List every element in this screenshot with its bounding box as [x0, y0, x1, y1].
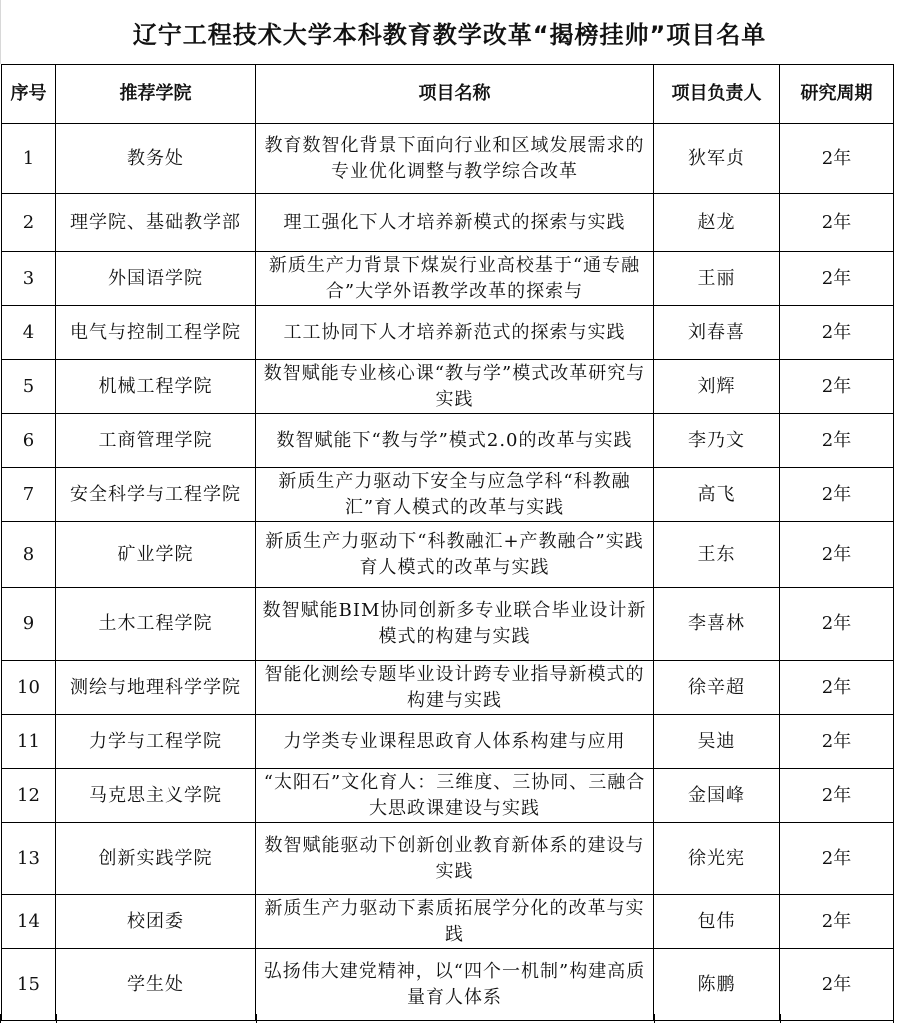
table-row	[2, 823, 894, 895]
row-college: 学生处	[56, 949, 256, 1021]
row-period: 2年	[780, 949, 894, 1021]
table-row	[2, 194, 894, 252]
page-title: 辽宁工程技术大学本科教育教学改革“揭榜挂帅”项目名单	[0, 0, 898, 64]
row-college: 机械工程学院	[56, 360, 256, 414]
row-college: 理学院、基础教学部	[56, 194, 256, 252]
table-row	[2, 522, 894, 588]
table-row	[2, 306, 894, 360]
table-row	[2, 468, 894, 522]
row-number: 9	[2, 588, 56, 661]
row-project	[256, 124, 654, 194]
project-name-text: 理工强化下人才培养新模式的探索与实践	[283, 211, 626, 233]
row-number: 14	[2, 895, 56, 949]
row-college: 电气与控制工程学院	[56, 306, 256, 360]
row-leader: 李乃文	[654, 414, 780, 468]
row-number: 5	[2, 360, 56, 414]
project-name-text: 工工协同下人才培养新范式的探索与实践	[283, 321, 626, 343]
row-project	[256, 895, 654, 949]
row-project	[256, 715, 654, 769]
table-row	[2, 252, 894, 306]
row-project	[256, 769, 654, 823]
row-project	[256, 252, 654, 306]
row-leader: 刘辉	[654, 360, 780, 414]
row-project	[256, 949, 654, 1021]
row-period: 2年	[780, 306, 894, 360]
table-body	[2, 124, 894, 1021]
project-name-text: 数智赋能BIM协同创新多专业联合毕业设计新模式的构建与实践	[262, 600, 647, 647]
row-period: 2年	[780, 194, 894, 252]
row-college: 测绘与地理科学学院	[56, 661, 256, 715]
row-college: 安全科学与工程学院	[56, 468, 256, 522]
row-college: 校团委	[56, 895, 256, 949]
row-period: 2年	[780, 895, 894, 949]
row-leader: 王东	[654, 522, 780, 588]
row-leader: 高飞	[654, 468, 780, 522]
row-project	[256, 194, 654, 252]
row-number: 3	[2, 252, 56, 306]
row-leader: 徐光宪	[654, 823, 780, 895]
table-row	[2, 588, 894, 661]
project-name-text: 力学类专业课程思政育人体系构建与应用	[283, 730, 626, 752]
row-number: 10	[2, 661, 56, 715]
row-leader: 吴迪	[654, 715, 780, 769]
project-name-text: 新质生产力驱动下素质拓展学分化的改革与实践	[264, 897, 645, 945]
row-leader: 金国峰	[654, 769, 780, 823]
table-row	[2, 124, 894, 194]
row-number: 2	[2, 194, 56, 252]
table-row	[2, 949, 894, 1021]
row-college: 土木工程学院	[56, 588, 256, 661]
header-no: 序号	[2, 65, 56, 124]
row-college: 力学与工程学院	[56, 715, 256, 769]
row-period: 2年	[780, 661, 894, 715]
row-period: 2年	[780, 360, 894, 414]
row-project	[256, 661, 654, 715]
header-college: 推荐学院	[56, 65, 256, 124]
row-period: 2年	[780, 588, 894, 661]
table-row	[2, 769, 894, 823]
project-name-text: 新质生产力驱动下安全与应急学科“科教融汇”育人模式的改革与实践	[278, 470, 631, 518]
row-number: 4	[2, 306, 56, 360]
row-college: 矿业学院	[56, 522, 256, 588]
project-name-text: “太阳石”文化育人：三维度、三协同、三融合大思政课建设与实践	[263, 771, 646, 819]
project-name-text: 弘扬伟大建党精神，以“四个一机制”构建高质量育人体系	[263, 960, 646, 1008]
row-period: 2年	[780, 522, 894, 588]
row-leader: 李喜林	[654, 588, 780, 661]
row-project	[256, 823, 654, 895]
row-project	[256, 360, 654, 414]
row-number: 12	[2, 769, 56, 823]
row-period: 2年	[780, 823, 894, 895]
project-name-text: 新质生产力驱动下“科教融汇+产教融合”实践育人模式的改革与实践	[265, 530, 644, 578]
row-college: 马克思主义学院	[56, 769, 256, 823]
header-period: 研究周期	[780, 65, 894, 124]
row-project	[256, 306, 654, 360]
table-row	[2, 360, 894, 414]
table-row	[2, 661, 894, 715]
row-project	[256, 414, 654, 468]
row-project	[256, 468, 654, 522]
project-table	[1, 64, 894, 1021]
row-number: 11	[2, 715, 56, 769]
project-name-text: 数智赋能下“教与学”模式2.0的改革与实践	[276, 429, 633, 451]
row-leader: 王丽	[654, 252, 780, 306]
row-period: 2年	[780, 715, 894, 769]
row-college: 工商管理学院	[56, 414, 256, 468]
row-number: 1	[2, 124, 56, 194]
row-college: 创新实践学院	[56, 823, 256, 895]
row-leader: 赵龙	[654, 194, 780, 252]
header-leader: 项目负责人	[654, 65, 780, 124]
row-leader: 陈鹏	[654, 949, 780, 1021]
row-period: 2年	[780, 124, 894, 194]
table-row	[2, 414, 894, 468]
row-leader: 狄军贞	[654, 124, 780, 194]
table-row	[2, 715, 894, 769]
row-project	[256, 588, 654, 661]
row-college: 外国语学院	[56, 252, 256, 306]
project-name-text: 智能化测绘专题毕业设计跨专业指导新模式的构建与实践	[264, 663, 645, 711]
row-period: 2年	[780, 468, 894, 522]
row-number: 6	[2, 414, 56, 468]
row-number: 8	[2, 522, 56, 588]
row-project	[256, 522, 654, 588]
header-project: 项目名称	[256, 65, 654, 124]
project-name-text: 数智赋能驱动下创新创业教育新体系的建设与实践	[264, 834, 645, 882]
row-number: 13	[2, 823, 56, 895]
row-leader: 包伟	[654, 895, 780, 949]
project-name-text: 教育数智化背景下面向行业和区域发展需求的专业优化调整与教学综合改革	[264, 134, 645, 182]
row-number: 7	[2, 468, 56, 522]
row-period: 2年	[780, 252, 894, 306]
row-leader: 徐辛超	[654, 661, 780, 715]
table-header-row	[2, 65, 894, 124]
table-row	[2, 895, 894, 949]
project-name-text: 新质生产力背景下煤炭行业高校基于“通专融合”大学外语教学改革的探索与	[268, 254, 641, 302]
row-college: 教务处	[56, 124, 256, 194]
row-number: 15	[2, 949, 56, 1021]
next-row-edge	[0, 1014, 898, 1023]
project-name-text: 数智赋能专业核心课“教与学”模式改革研究与实践	[263, 362, 646, 410]
row-period: 2年	[780, 414, 894, 468]
row-leader: 刘春喜	[654, 306, 780, 360]
row-period: 2年	[780, 769, 894, 823]
